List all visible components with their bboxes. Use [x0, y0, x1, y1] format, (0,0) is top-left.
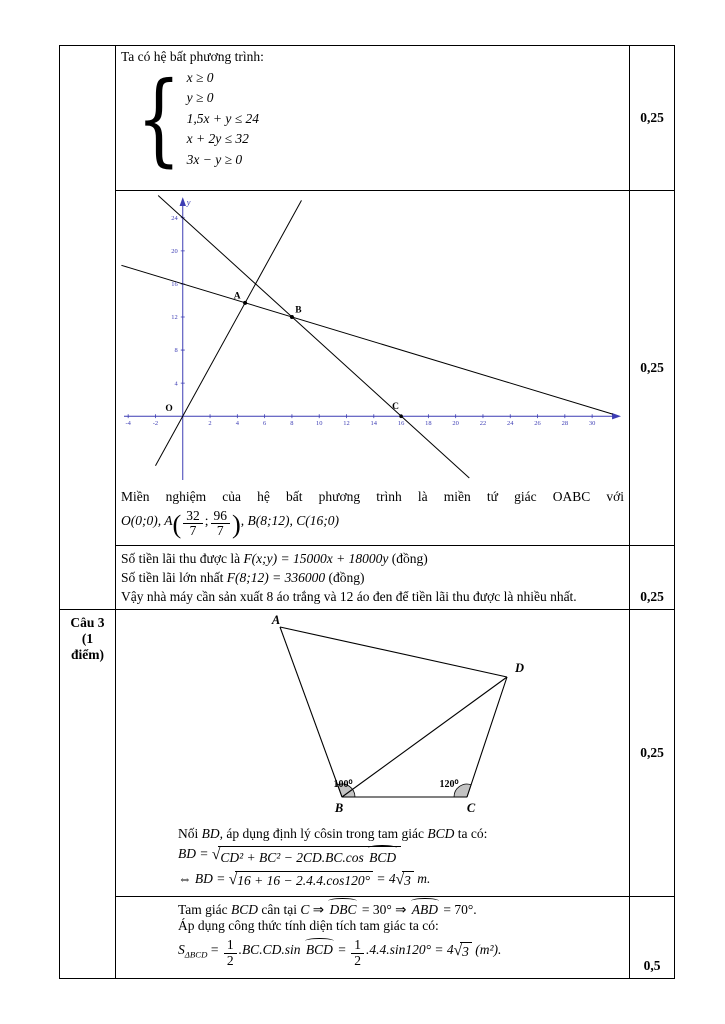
triangle-figure-wrap	[227, 615, 624, 824]
x-tick: 2	[208, 420, 212, 428]
profit-line-1: Số tiền lãi thu được là F(x;y) = 15000x + 18000y (đồng)	[121, 551, 428, 567]
triangle-figure	[227, 615, 557, 820]
y-tick: 12	[171, 314, 178, 322]
line-3x-minus-y	[152, 200, 301, 465]
isosceles-line: Tam giác BCD cân tại C ⇒ DBC = 30° ⇒ ABD = 70°.	[178, 902, 477, 918]
score-cell: 0,25	[630, 546, 675, 610]
x-tick: 8	[290, 420, 294, 428]
line-x-plus-2y	[121, 265, 612, 414]
question2-cell	[60, 46, 116, 610]
fraction-1-2: $\frac{1}{2}$	[351, 938, 364, 967]
vertex-D-label: D	[515, 661, 525, 676]
area-intro: Áp dụng công thức tính diện tích tam giác ta có:	[178, 918, 439, 934]
inequality-line: x + 2y ≤ 32	[186, 131, 249, 147]
x-tick: -2	[152, 420, 159, 428]
profit-line-2: Số tiền lãi lớn nhất F(8;12) = 336000 (đồng)	[121, 570, 365, 586]
table-row	[60, 546, 675, 610]
x-axis-arrow-icon	[612, 413, 621, 419]
vertex-C-label: C	[466, 801, 476, 816]
row4-content	[116, 610, 630, 897]
row2-content	[116, 191, 630, 546]
angle-hat-BCD: BCD	[305, 942, 333, 958]
question3-cell: Câu 3 (1 điểm)	[60, 610, 116, 979]
score-cell: 0,25	[630, 610, 675, 897]
x-tick: 30	[588, 420, 596, 428]
y-tick: 20	[171, 248, 178, 256]
vertex-B-label: B	[334, 801, 344, 816]
fraction-32-7: $\frac{32}{7}$	[183, 509, 203, 538]
figure-edges	[280, 627, 507, 797]
inequality-line: y ≥ 0	[186, 90, 214, 106]
inequality-line: 3x − y ≥ 0	[186, 151, 243, 167]
fraction-1-2: $\frac{1}{2}$	[224, 938, 237, 967]
cosine-intro: Nối BD, áp dụng định lý côsin trong tam giác BCD ta có:	[178, 826, 488, 842]
point-A	[243, 301, 247, 305]
x-tick: 28	[561, 420, 569, 428]
profit-conclusion: Vậy nhà máy cần sản xuất 8 áo trắng và 12 áo đen để tiền lãi thu được là nhiều nhất.	[121, 589, 577, 605]
row1-intro: Ta có hệ bất phương trình:	[121, 49, 264, 64]
y-tick: 4	[174, 380, 178, 388]
sqrt-expression: √CD² + BC² − 2CD.BC.cos BCD	[212, 846, 401, 867]
semicolon: ;	[204, 513, 209, 529]
sqrt-3: √3	[454, 942, 472, 961]
s-subscript: ΔBCD	[184, 949, 208, 960]
row1-content	[116, 46, 630, 191]
system-brace: {	[136, 60, 182, 177]
sqrt-3: √3	[396, 871, 414, 890]
point-C	[399, 414, 403, 418]
inequality-line: 1,5x + y ≤ 24	[186, 110, 260, 126]
angle-B-label: 100⁰	[333, 779, 353, 791]
point-B-label: B	[295, 305, 302, 316]
x-tick: 6	[263, 420, 267, 428]
system-lines	[187, 68, 259, 171]
x-tick: 10	[315, 420, 323, 428]
inequality-line: x ≥ 0	[186, 69, 214, 85]
vertices-suffix: , B(8;12), C(16;0)	[240, 513, 340, 529]
x-tick: 16	[397, 420, 405, 428]
y-axis-label: y	[186, 197, 191, 208]
x-tick: 14	[370, 420, 378, 428]
left-paren: (	[172, 509, 182, 539]
table-row	[60, 46, 675, 191]
region-graph	[121, 194, 624, 485]
score-cell: 0,5	[630, 897, 675, 979]
area-formula: $S_{\Delta BCD}$ = $\frac{1}{2}$ .BC.CD.sin BCD = $\frac{1}{2}$ .4.4.sin120° = 4√3 (m²).	[178, 937, 502, 968]
y-tick: 16	[171, 281, 178, 289]
x-tick: 12	[343, 420, 350, 428]
point-C-label: C	[392, 402, 399, 413]
y-tick: 24	[171, 214, 178, 222]
region-vertices-line	[121, 509, 624, 538]
cosine-formula: BD = √CD² + BC² − 2CD.BC.cos BCD	[121, 846, 624, 867]
x-tick: 26	[534, 420, 541, 428]
fraction-96-7: $\frac{96}{7}$	[211, 509, 231, 538]
radical-icon: √	[228, 870, 238, 888]
row3-content	[116, 546, 630, 610]
point-A-label: A	[233, 291, 241, 302]
x-tick: 24	[507, 420, 514, 428]
answer-sheet	[59, 45, 675, 979]
score-cell: 0,25	[630, 46, 675, 191]
x-tick: 4	[235, 420, 239, 428]
region-conclusion: Miền nghiệm của hệ bất phương trình là miền tứ giác OABC với	[121, 489, 624, 504]
row5-content	[116, 897, 630, 979]
line-1-5x-plus-y	[158, 195, 469, 477]
angle-hat-BCD: BCD	[367, 847, 398, 867]
vertices-prefix: O(0;0), A	[121, 513, 173, 529]
table-row	[60, 897, 675, 979]
vertex-A-label: A	[271, 615, 281, 628]
inequality-system	[127, 60, 624, 177]
angle-hat-DBC: DBC	[329, 902, 357, 918]
x-tick: 20	[452, 420, 459, 428]
table-row	[60, 191, 675, 546]
x-tick: 18	[425, 420, 432, 428]
y-tick: 8	[174, 347, 178, 355]
angle-hat-ABD: ABD	[411, 902, 439, 918]
axes	[124, 202, 615, 480]
right-paren: )	[232, 509, 241, 539]
y-axis-arrow-icon	[180, 197, 186, 206]
point-B	[290, 315, 294, 319]
angle-C-label: 120⁰	[439, 779, 459, 791]
table-row	[60, 610, 675, 897]
radical-icon: √	[453, 942, 463, 960]
cosine-result: ⇔ BD = √16 + 16 − 2.4.4.cos120° = 4√3 m.	[178, 870, 431, 888]
x-tick: 22	[479, 420, 487, 428]
radical-icon: √	[211, 846, 221, 864]
x-tick: -4	[125, 420, 131, 428]
radical-icon: √	[395, 870, 405, 888]
origin-label: O	[165, 404, 173, 415]
sqrt-expression: √16 + 16 − 2.4.4.cos120°	[229, 871, 373, 890]
boundary-lines	[121, 195, 612, 477]
score-cell: 0,25	[630, 191, 675, 546]
solution-table	[59, 45, 675, 979]
